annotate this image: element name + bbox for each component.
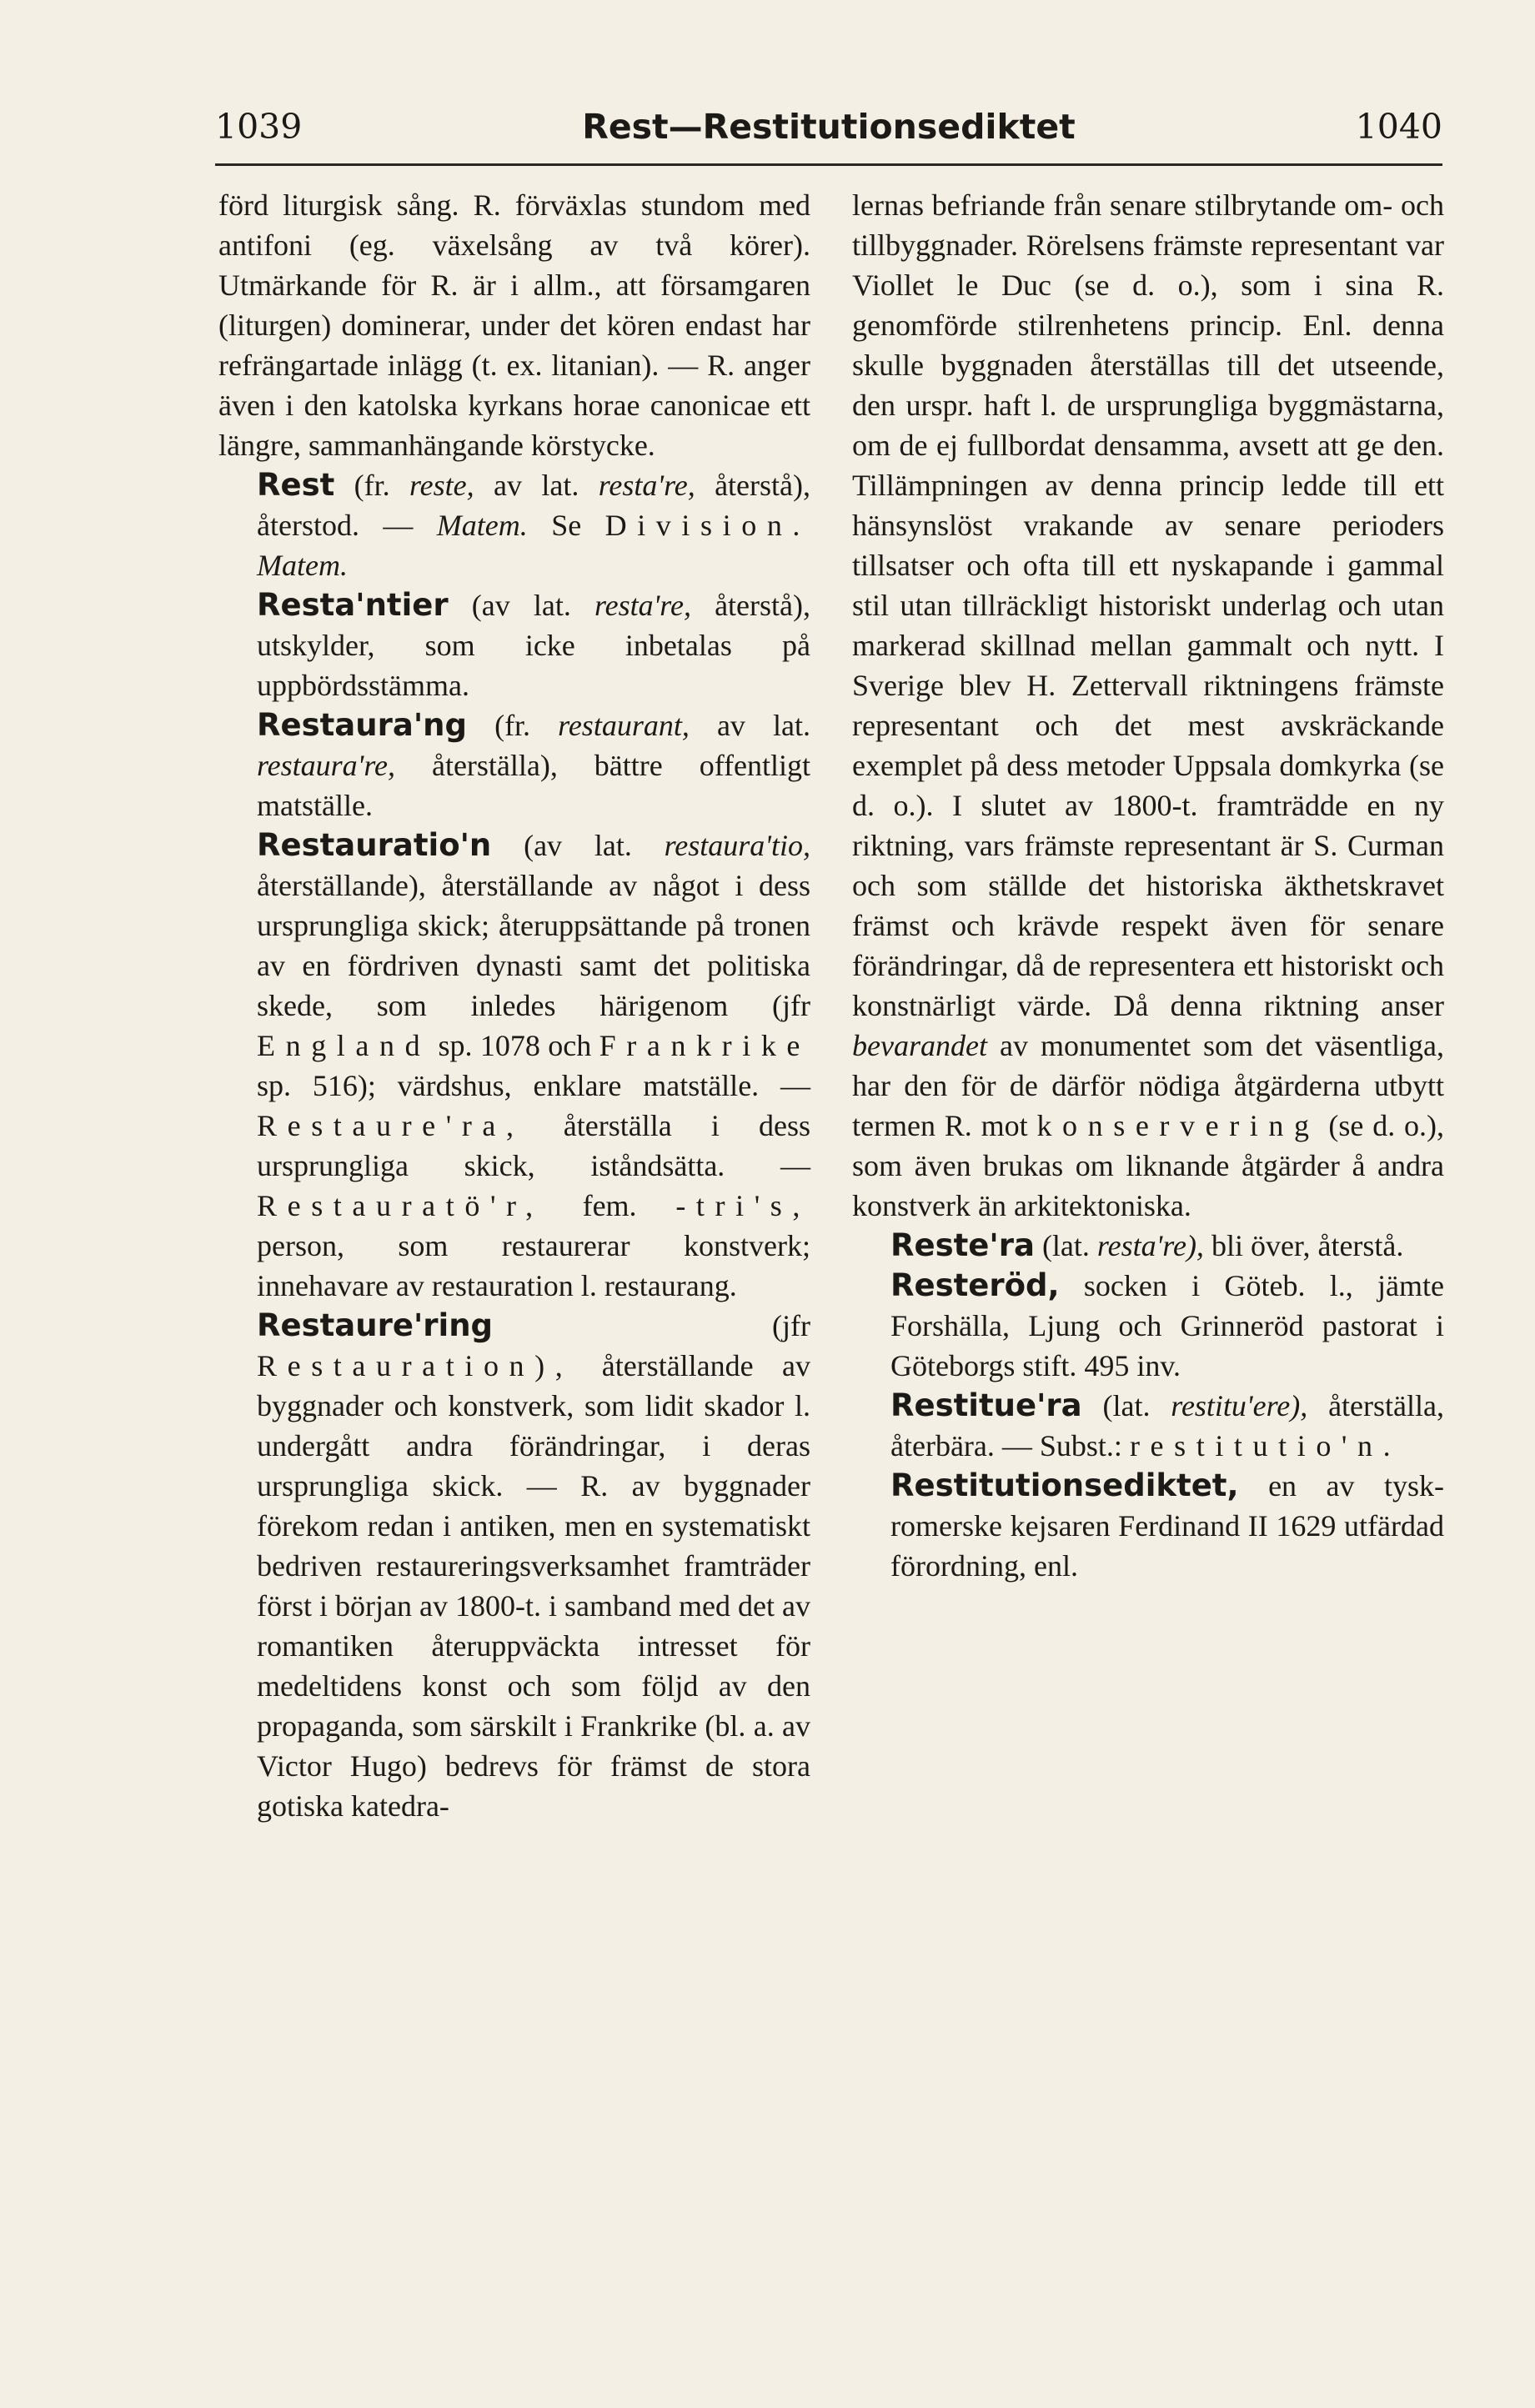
headword: Restaura'ng: [257, 707, 467, 743]
cross-reference: England: [257, 1029, 431, 1062]
entry-restauration: Restauratio'n (av lat. restaura'tio, återställande), återställande av något i dess ursprungliga skick; återuppsättande på tronen av en fördriven dynasti samt det politiska skede, som inledes härigenom (jfr England sp. 1078 och Frankrike sp. 516); värdshus, enklare matställe. — Restaure'ra, återställa i dess ursprungliga skick, iståndsätta. — Restauratö'r, fem. -tri's, person, som restaurerar konstverk; innehavare av restauration l. restaurang.: [257, 827, 811, 1302]
entry-restaurang: Restaura'ng (fr. restaurant, av lat. restaura're, återställa), bättre offentligt matställe.: [257, 707, 811, 822]
entry-restantier: Resta'ntier (av lat. resta're, återstå), utskylder, som icke inbetalas på uppbördsstämma.: [257, 587, 810, 702]
derived-term: Restaure'ra,: [257, 1109, 524, 1142]
entry-continuation: förd liturgisk sång. R. förväxlas stundom med antifoni (eg. växelsång av två körer). Utmärkande för R. är i allm., att församgaren (liturgen) dominerar, under det kören endast har refrängartade inlägg (t. ex. litanian). — R. anger även i den katolska kyrkans horae canonicae ett längre, sammanhängande körstycke.: [218, 188, 810, 462]
headword: Restauratio'n: [257, 827, 492, 863]
headword: Restitutionsediktet,: [890, 1467, 1239, 1503]
headword: Resta'ntier: [257, 587, 449, 623]
entry-resterod: Resteröd, socken i Göteb. l., jämte Forshälla, Ljung och Grinneröd pastorat i Göteborgs stift. 495 inv.: [890, 1267, 1444, 1382]
running-title: Rest—Restitutionsediktet: [582, 107, 1076, 147]
derived-term: -tri's,: [675, 1189, 811, 1222]
cross-reference: Restauration),: [257, 1349, 574, 1382]
headword: Restaure'ring: [257, 1307, 494, 1343]
cross-reference: Division.: [604, 509, 811, 542]
entry-rest: Rest (fr. reste, av lat. resta're, återstå), återstod. — Matem. Se Division. Matem.: [257, 467, 811, 582]
page-header: [215, 98, 1442, 157]
entry-restera: Reste'ra (lat. resta're), bli över, återstå.: [890, 1227, 1404, 1263]
entry-restitutionsediktet: Restitutionsediktet, en av tysk-romerske kejsaren Ferdinand II 1629 utfärdad förordning, enl.: [890, 1467, 1444, 1583]
derived-term: restitutio'n.: [1129, 1429, 1402, 1462]
header-rule: [215, 163, 1442, 166]
cross-reference: konservering: [1036, 1109, 1320, 1142]
headword: Rest: [257, 467, 335, 503]
headword: Restitue'ra: [890, 1387, 1082, 1423]
derived-term: Restauratö'r,: [257, 1189, 544, 1222]
page-number-right: 1040: [1355, 107, 1442, 147]
headword: Resteröd,: [890, 1267, 1060, 1303]
headword: Reste'ra: [890, 1227, 1035, 1263]
entry-continuation: lernas befriande från senare stilbrytande om- och tillbyggnader. Rörelsens främste representant var Viollet le Duc (se d. o.), som i sina R. genomförde stilrenhetens princip. Enl. denna skulle byggnaden återställas till det utseende, den urspr. haft l. de ursprungliga byggmästarna, om de ej fullbordat densamma, avsett att ge den. Tillämpningen av denna princip ledde till ett hänsynslöst vrakande av senare perioders tillsatser och ofta till ett nyskapande i gammal stil utan tillräckligt historiskt underlag och utan markerad skillnad mellan gammalt och nytt. I Sverige blev H. Zettervall riktningens främste representant och det mest avskräckande exemplet på dess metoder Uppsala domkyrka (se d. o.). I slutet av 1800-t. framträdde en ny riktning, vars främste representant är S. Curman och som ställde det historiska äkthetskravet främst och krävde respekt även för senare förändringar, då de representera ett historiskt och konstnärligt värde. Då denna riktning anser bevarandet av monumentet som det väsentliga, har den för de därför nödiga åtgärderna utbytt termen R. mot konservering (se d. o.), som även brukas om liknande åtgärder å andra konstverk än arkitektoniska.: [852, 188, 1445, 1222]
entry-restaurering: Restaure'ring (jfr Restauration), återställande av byggnader och konstverk, som lidit skador l. undergått andra förändringar, i deras ursprungliga skick. — R. av byggnader förekom redan i antiken, men en systematiskt bedriven restaureringsverksamhet framträder först i början av 1800-t. i samband med det av romantiken återuppväckta intresset för medeltidens konst och som följd av den propaganda, som särskilt i Frankrike (bl. a. av Victor Hugo) bedrevs för främst de stora gotiska katedra-: [257, 1307, 810, 1823]
left-column: [218, 185, 810, 1826]
right-column: [852, 185, 1444, 1586]
entry-restituera: Restitue'ra (lat. restitu'ere), återställa, återbära. — Subst.: restitutio'n.: [890, 1387, 1444, 1462]
cross-reference: Frankrike: [599, 1029, 811, 1062]
page-number-left: 1039: [215, 107, 303, 147]
